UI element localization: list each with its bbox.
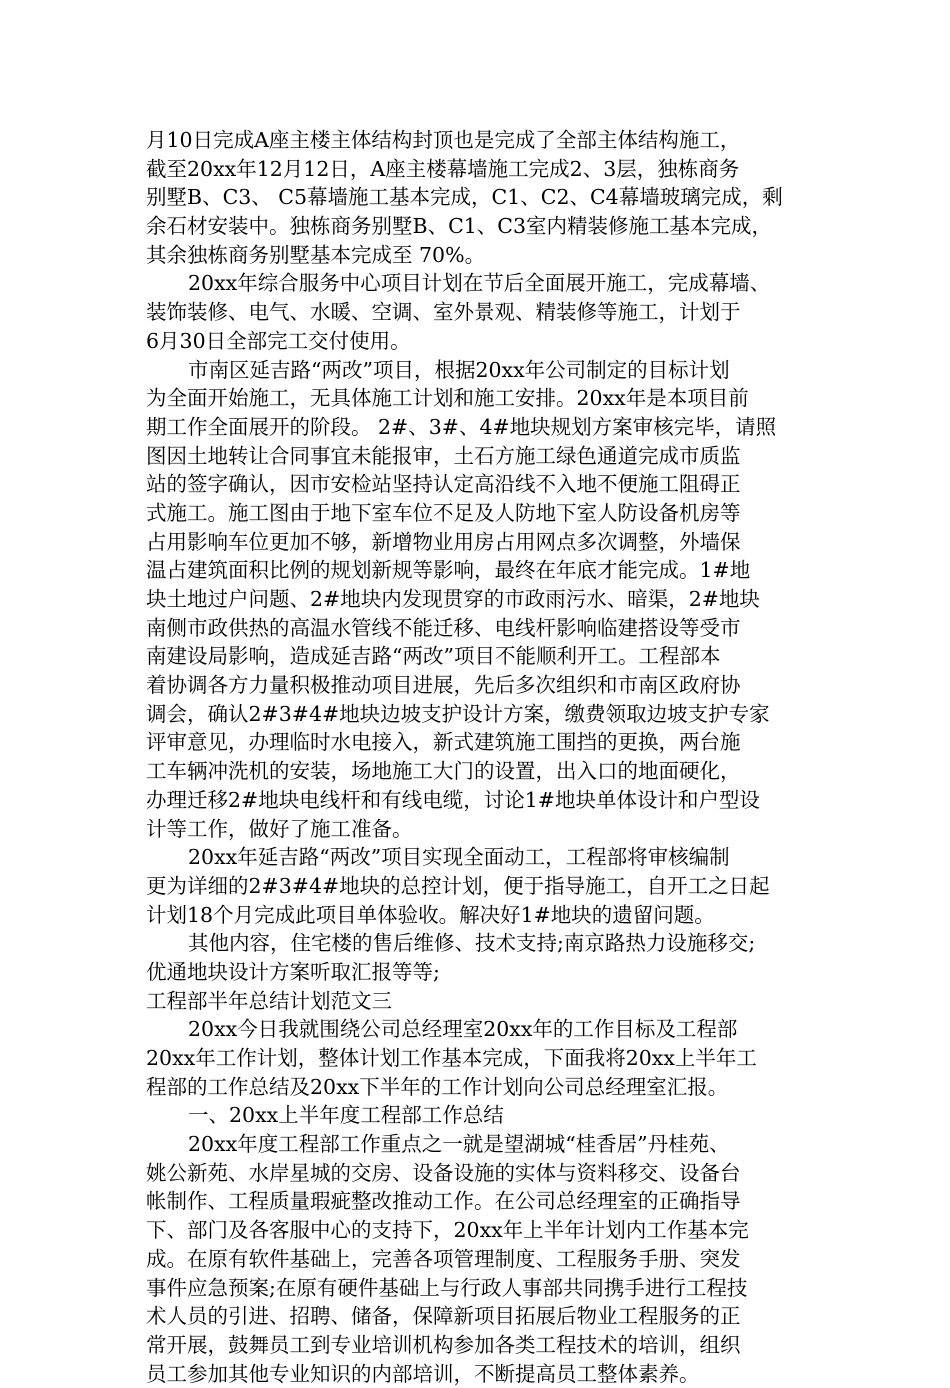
- text-line: 式施工。施工图由于地下室车位不足及人防地下室人防设备机房等: [146, 500, 741, 525]
- text-line: 20xx今日我就围绕公司总经理室20xx年的工作目标及工程部: [188, 1017, 738, 1042]
- text-line: 余石材安装中。独栋商务别墅B、C1、C3室内精装修施工基本完成，: [146, 214, 773, 239]
- text-line: 截至20xx年12月12日，A座主楼幕墙施工完成2、3层，独栋商务: [146, 156, 740, 181]
- text-line: 装饰装修、电气、水暖、空调、室外景观、精装修等施工，计划于: [146, 300, 741, 325]
- text-line: 帐制作、工程质量瑕疵整改推动工作。在公司总经理室的正确指导: [146, 1189, 741, 1214]
- text-line: 站的签字确认，因市安检站坚持认定高沿线不入地不便施工阻碍正: [146, 472, 741, 497]
- text-line: 20xx年工作计划，整体计划工作基本完成，下面我将20xx上半年工: [146, 1046, 757, 1070]
- text-line: 工程部半年总结计划范文三: [146, 988, 392, 1013]
- text-line: 事件应急预案;在原有硬件基础上与行政人事部共同携手进行工程技: [146, 1275, 748, 1300]
- text-line: 图因土地转让合同事宜未能报审，土石方施工绿色通道完成市质监: [146, 443, 741, 468]
- text-line: 20xx年延吉路“两改”项目实现全面动工，工程部将审核编制: [188, 845, 730, 870]
- text-line: 更为详细的2#3#4#地块的总控计划，便于指导施工，自开工之日起: [146, 873, 770, 898]
- text-line: 期工作全面展开的阶段。 2#、3#、4#地块规划方案审核完毕，请照: [146, 414, 777, 439]
- text-line: 月10日完成A座主楼主体结构封顶也是完成了全部主体结构施工，: [146, 128, 741, 152]
- text-line: 6月30日全部完工交付使用。: [146, 328, 411, 353]
- text-line: 20xx年度工程部工作重点之一就是望湖城“桂香居”丹桂苑、: [188, 1132, 730, 1157]
- text-line: 调会，确认2#3#4#地块边坡支护设计方案，缴费领取边坡支护专家: [146, 701, 770, 726]
- text-line: 评审意见，办理临时水电接入，新式建筑施工围挡的更换，两台施: [146, 730, 741, 755]
- text-line: 办理迁移2#地块电线杆和有线电缆，讨论1#地块单体设计和户型设: [146, 787, 760, 812]
- text-line: 南建设局影响，造成延吉路“两改”项目不能顺利开工。工程部本: [146, 644, 721, 669]
- text-line: 术人员的引进、招聘、储备，保障新项目拓展后物业工程服务的正: [146, 1304, 741, 1329]
- text-line: 市南区延吉路“两改”项目，根据20xx年公司制定的目标计划: [188, 357, 730, 382]
- document-body: [146, 126, 826, 1388]
- text-line: 其他内容，住宅楼的售后维修、技术支持;南京路热力设施移交;: [188, 931, 756, 956]
- text-line: 工车辆冲洗机的安装，场地施工大门的设置，出入口的地面硬化，: [146, 759, 741, 784]
- text-line: 其余独栋商务别墅基本完成至 70%。: [146, 242, 486, 267]
- text-line: 姚公新苑、水岸星城的交房、设备设施的实体与资料移交、设备台: [146, 1160, 741, 1185]
- text-line: 南侧市政供热的高温水管线不能迁移、电线杆影响临建搭设等受市: [146, 615, 741, 640]
- text-line: 优通地块设计方案听取汇报等等;: [146, 959, 440, 984]
- text-line: 温占建筑面积比例的规划新规等影响，最终在年底才能完成。1#地: [146, 558, 751, 583]
- text-line: 常开展，鼓舞员工到专业培训机构参加各类工程技术的培训，组织: [146, 1332, 741, 1357]
- text-line: 20xx年综合服务中心项目计划在节后全面展开施工，完成幕墙、: [188, 271, 771, 296]
- text-line: 员工参加其他专业知识的内部培训，不断提高员工整体素养。: [146, 1361, 700, 1386]
- text-line: 下、部门及各客服中心的支持下，20xx年上半年计划内工作基本完: [146, 1218, 749, 1243]
- text-line: 一、20xx上半年度工程部工作总结: [188, 1103, 504, 1128]
- text-line: 着协调各方力量积极推动项目进展，先后多次组织和市南区政府协: [146, 673, 741, 698]
- text-line: 占用影响车位更加不够，新增物业用房占用网点多次调整，外墙保: [146, 529, 741, 554]
- text-line: 成。在原有软件基础上，完善各项管理制度、工程服务手册、突发: [146, 1246, 741, 1271]
- text-line: 为全面开始施工，无具体施工计划和施工安排。20xx年是本项目前: [146, 386, 749, 411]
- text-line: 计等工作，做好了施工准备。: [146, 816, 413, 841]
- text-line: 程部的工作总结及20xx下半年的工作计划向公司总经理室汇报。: [146, 1074, 729, 1099]
- text-line: 计划18个月完成此项目单体验收。解决好1#地块的遗留问题。: [146, 902, 715, 927]
- text-line: 别墅B、C3、 C5幕墙施工基本完成，C1、C2、C4幕墙玻璃完成，剩: [146, 185, 783, 210]
- text-line: 块土地过户问题、2#地块内发现贯穿的市政雨污水、暗渠，2#地块: [146, 587, 760, 611]
